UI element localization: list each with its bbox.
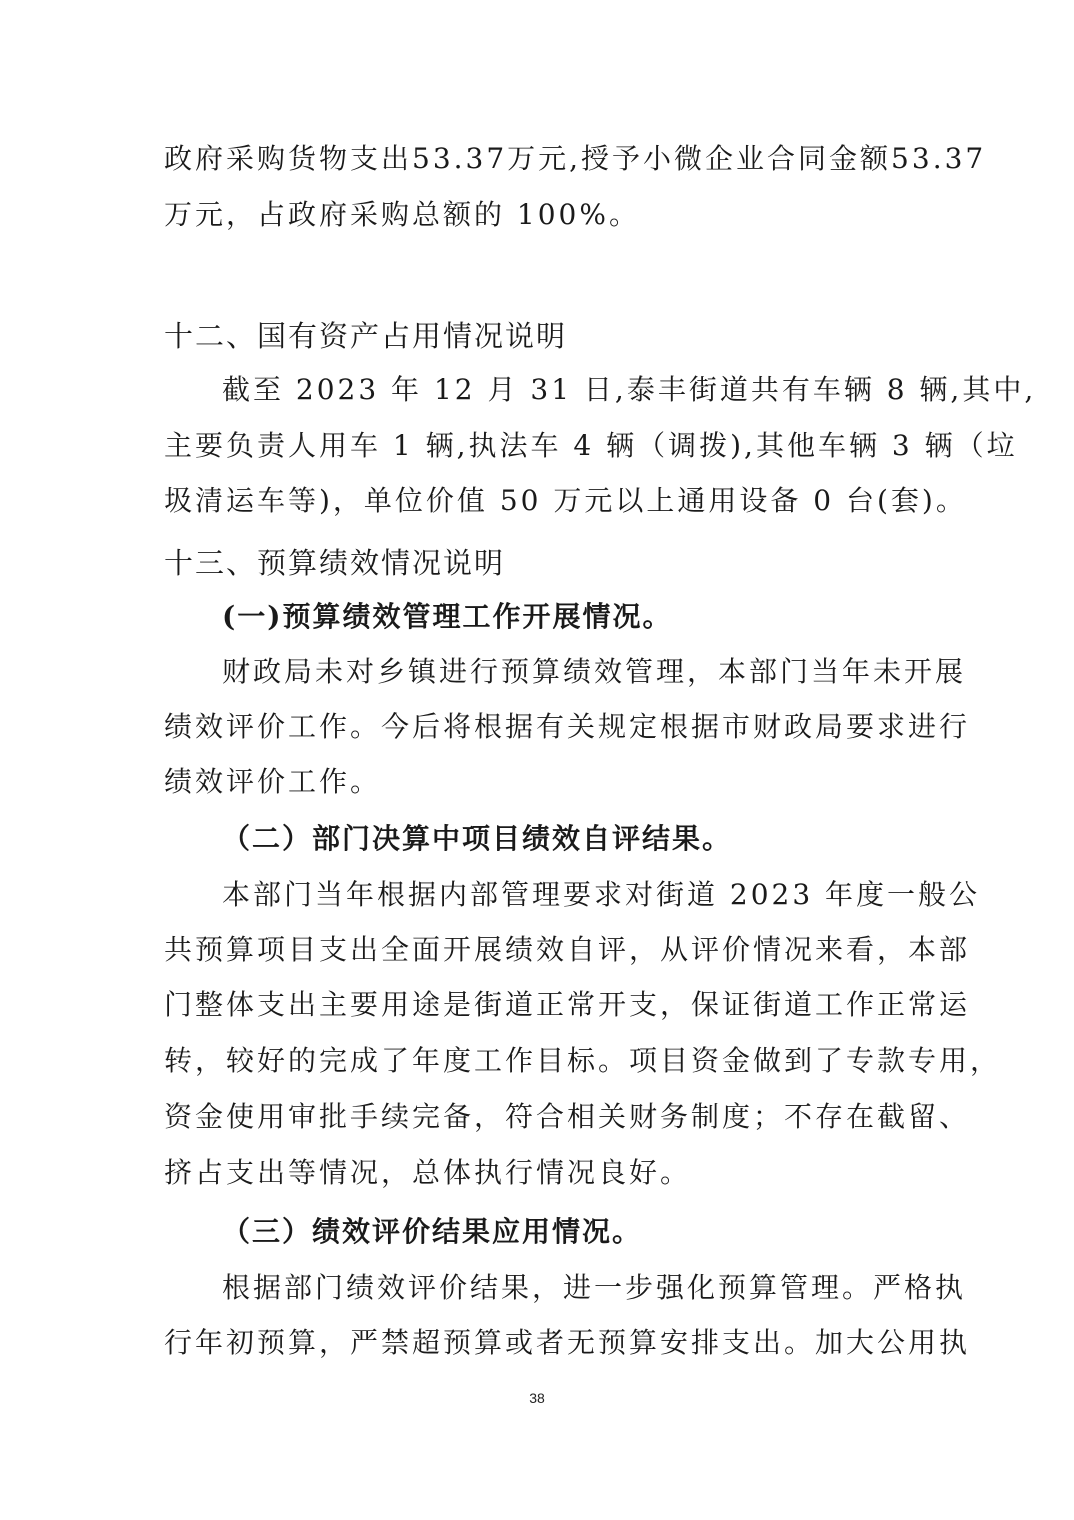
paragraph-line: 截至 2023 年 12 月 31 日,泰丰街道共有车辆 8 辆,其中, [222,373,1037,406]
paragraph-line: 政府采购货物支出53.37万元,授予小微企业合同金额53.37 [164,142,987,175]
paragraph-line: 资金使用审批手续完备，符合相关财务制度；不存在截留、 [164,1100,971,1133]
paragraph-line: 根据部门绩效评价结果，进一步强化预算管理。严格执 [222,1271,967,1304]
section-heading-12: 十二、国有资产占用情况说明 [164,319,568,353]
subsection-heading-3: （三）绩效评价结果应用情况。 [222,1215,643,1248]
paragraph-line: 财政局未对乡镇进行预算绩效管理，本部门当年未开展 [222,655,967,688]
section-heading-13: 十三、预算绩效情况说明 [164,546,506,580]
page-number: 38 [529,1390,545,1406]
paragraph-line: 绩效评价工作。今后将根据有关规定根据市财政局要求进行 [164,710,971,743]
paragraph-line: 万元，占政府采购总额的 100%。 [164,198,640,231]
paragraph-line: 圾清运车等)，单位价值 50 万元以上通用设备 0 台(套)。 [164,484,967,517]
paragraph-line: 主要负责人用车 1 辆,执法车 4 辆（调拨),其他车辆 3 辆（垃 [164,429,1018,462]
paragraph-line: 挤占支出等情况，总体执行情况良好。 [164,1156,692,1189]
subsection-heading-2: （二）部门决算中项目绩效自评结果。 [222,822,733,855]
paragraph-line: 本部门当年根据内部管理要求对街道 2023 年度一般公 [222,878,981,911]
paragraph-line: 门整体支出主要用途是街道正常开支，保证街道工作正常运 [164,988,971,1021]
paragraph-line: 转，较好的完成了年度工作目标。项目资金做到了专款专用， [164,1044,1002,1077]
paragraph-line: 行年初预算，严禁超预算或者无预算安排支出。加大公用执 [164,1326,971,1359]
paragraph-line: 绩效评价工作。 [164,765,382,798]
paragraph-line: 共预算项目支出全面开展绩效自评，从评价情况来看，本部 [164,933,971,966]
subsection-heading-1: (一)预算绩效管理工作开展情况。 [222,600,673,633]
